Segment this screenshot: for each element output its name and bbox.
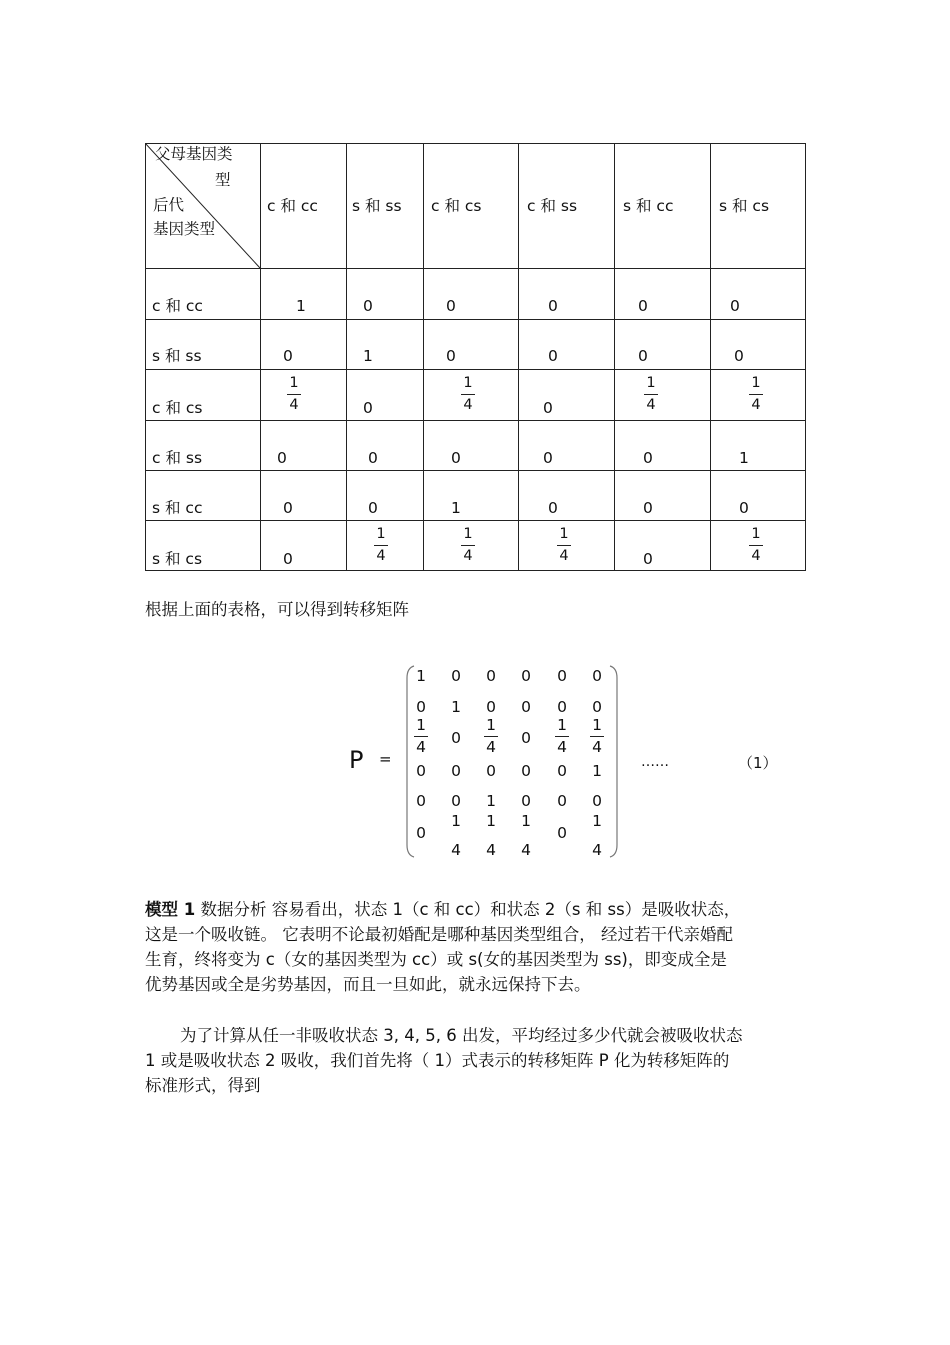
denominator: 4 [416, 738, 426, 756]
table-cell: 1 [296, 297, 306, 315]
table-cell: 0 [283, 347, 293, 365]
matrix-entry: 0 [521, 698, 531, 716]
table-cell: 0 [643, 449, 653, 467]
numerator: 1 [463, 375, 473, 391]
matrix-entry: 1 [451, 698, 461, 716]
matrix-denominator: 4 [592, 841, 602, 859]
equals-sign: = [379, 750, 392, 768]
equation-number: （1） [738, 754, 778, 772]
analysis-paragraph-line: 优势基因或全是劣势基因，而且一旦如此，就永远保持下去。 [145, 975, 591, 994]
corner-parent-label: 父母基因类 [155, 145, 233, 163]
matrix-entry: 0 [521, 792, 531, 810]
method-paragraph-line: 1 或是吸收状态 2 吸收，我们首先将（ 1）式表示的转移矩阵 P 化为转移矩阵的 [145, 1051, 730, 1070]
matrix-fraction [554, 716, 570, 756]
numerator: 1 [559, 526, 569, 542]
table-cell: 0 [643, 550, 653, 568]
denominator: 4 [289, 397, 299, 413]
table-cell: 0 [363, 297, 373, 315]
denominator: 4 [376, 548, 386, 564]
denominator: 4 [592, 738, 602, 756]
column-header: c 和 ss [527, 197, 578, 215]
table-cell: 1 [739, 449, 749, 467]
denominator: 4 [557, 738, 567, 756]
matrix-entry: 0 [451, 762, 461, 780]
table-cell: 0 [277, 449, 287, 467]
column-header: s 和 ss [352, 197, 402, 215]
table-cell: 0 [543, 399, 553, 417]
row-label: c 和 cc [152, 297, 203, 315]
table-cell: 0 [451, 449, 461, 467]
matrix-entry: 0 [592, 698, 602, 716]
matrix-entry: 0 [521, 667, 531, 685]
numerator: 1 [751, 526, 761, 542]
numerator: 1 [557, 716, 567, 734]
matrix-fraction [589, 716, 605, 756]
table-cell: 0 [548, 499, 558, 517]
column-header: c 和 cc [267, 197, 318, 215]
matrix-entry: 0 [416, 792, 426, 810]
table-cell: 0 [368, 449, 378, 467]
row-label: s 和 cc [152, 499, 203, 517]
denominator: 4 [486, 738, 496, 756]
row-label: s 和 ss [152, 347, 202, 365]
table-cell: 0 [638, 347, 648, 365]
matrix-numerator: 1 [592, 812, 602, 830]
column-header: s 和 cc [623, 197, 674, 215]
matrix-entry: 0 [557, 762, 567, 780]
analysis-paragraph-line [145, 897, 805, 922]
matrix-fraction [413, 716, 429, 756]
matrix-entry: 0 [451, 729, 461, 747]
denominator: 4 [751, 397, 761, 413]
matrix-numerator: 1 [521, 812, 531, 830]
table-cell: 0 [638, 297, 648, 315]
numerator: 1 [486, 716, 496, 734]
method-paragraph-line: 标准形式，得到 [145, 1076, 261, 1095]
matrix-numerator: 1 [451, 812, 461, 830]
denominator: 4 [463, 397, 473, 413]
matrix-denominator: 4 [486, 841, 496, 859]
analysis-paragraph-line: 这是一个吸收链。 它表明不论最初婚配是哪种基因类型组合， 经过若干代亲婚配 [145, 925, 733, 944]
matrix-entry: 1 [592, 762, 602, 780]
numerator: 1 [592, 716, 602, 734]
matrix-entry: 0 [451, 667, 461, 685]
matrix-entry: 0 [521, 729, 531, 747]
table-cell: 0 [363, 399, 373, 417]
matrix-fraction [483, 716, 499, 756]
fraction-cell [557, 526, 571, 564]
fraction-cell [461, 375, 475, 413]
line-text: 数据分析 容易看出，状态 1（c 和 cc）和状态 2（s 和 ss）是吸收状态， [195, 900, 741, 919]
intro-text: 根据上面的表格，可以得到转移矩阵 [145, 600, 409, 619]
corner-parent-label-cont: 型 [215, 171, 231, 189]
fraction-cell [749, 526, 763, 564]
matrix-entry: 1 [416, 667, 426, 685]
fraction-cell [461, 526, 475, 564]
matrix-entry: 0 [557, 698, 567, 716]
matrix-entry: 0 [416, 824, 426, 842]
model-label: 模型 1 [145, 900, 196, 919]
fraction-cell [749, 375, 763, 413]
matrix-denominator: 4 [451, 841, 461, 859]
table-cell: 1 [451, 499, 461, 517]
matrix-entry: 0 [592, 667, 602, 685]
matrix-entry: 0 [557, 792, 567, 810]
matrix-entry: 0 [416, 762, 426, 780]
matrix-numerator: 1 [486, 812, 496, 830]
denominator: 4 [751, 548, 761, 564]
matrix-entry: 0 [416, 698, 426, 716]
column-header: s 和 cs [719, 197, 770, 215]
corner-child-label: 后代 [153, 196, 185, 214]
column-header: c 和 cs [431, 197, 482, 215]
matrix-denominator: 4 [521, 841, 531, 859]
matrix-entry: 0 [486, 698, 496, 716]
table-cell: 0 [446, 347, 456, 365]
numerator: 1 [646, 375, 656, 391]
row-label: s 和 cs [152, 550, 203, 568]
row-label: c 和 ss [152, 449, 203, 467]
fraction-cell [644, 375, 658, 413]
fraction-cell [287, 375, 301, 413]
table-cell: 0 [730, 297, 740, 315]
matrix-entry: 0 [521, 762, 531, 780]
matrix-entry: 0 [486, 667, 496, 685]
genotype-table [145, 143, 806, 571]
table-cell: 0 [283, 550, 293, 568]
corner-child-label-cont: 基因类型 [153, 220, 216, 238]
row-label: c 和 cs [152, 399, 203, 417]
fraction-cell [374, 526, 388, 564]
matrix-entry: 0 [592, 792, 602, 810]
method-paragraph-line: 为了计算从任一非吸收状态 3, 4, 5, 6 出发，平均经过多少代就会被吸收状态 [180, 1026, 743, 1045]
matrix-entry: 0 [451, 792, 461, 810]
numerator: 1 [376, 526, 386, 542]
table-cell: 0 [283, 499, 293, 517]
table-cell: 0 [734, 347, 744, 365]
matrix-entry: 0 [486, 762, 496, 780]
denominator: 4 [646, 397, 656, 413]
table-cell: 0 [368, 499, 378, 517]
matrix-entry: 1 [486, 792, 496, 810]
table-cell: 1 [363, 347, 373, 365]
numerator: 1 [751, 375, 761, 391]
table-cell: 0 [548, 297, 558, 315]
numerator: 1 [289, 375, 299, 391]
numerator: 1 [463, 526, 473, 542]
table-cell: 0 [548, 347, 558, 365]
matrix-name: P [349, 746, 364, 774]
table-cell: 0 [446, 297, 456, 315]
continuation-dots: …… [641, 754, 669, 770]
numerator: 1 [416, 716, 426, 734]
table-cell: 0 [643, 499, 653, 517]
analysis-paragraph-line: 生育，终将变为 c（女的基因类型为 cc）或 s(女的基因类型为 ss)，即变成全是 [145, 950, 727, 969]
denominator: 4 [463, 548, 473, 564]
table-cell: 0 [739, 499, 749, 517]
matrix-entry: 0 [557, 824, 567, 842]
table-cell: 0 [543, 449, 553, 467]
denominator: 4 [559, 548, 569, 564]
matrix-entry: 0 [557, 667, 567, 685]
